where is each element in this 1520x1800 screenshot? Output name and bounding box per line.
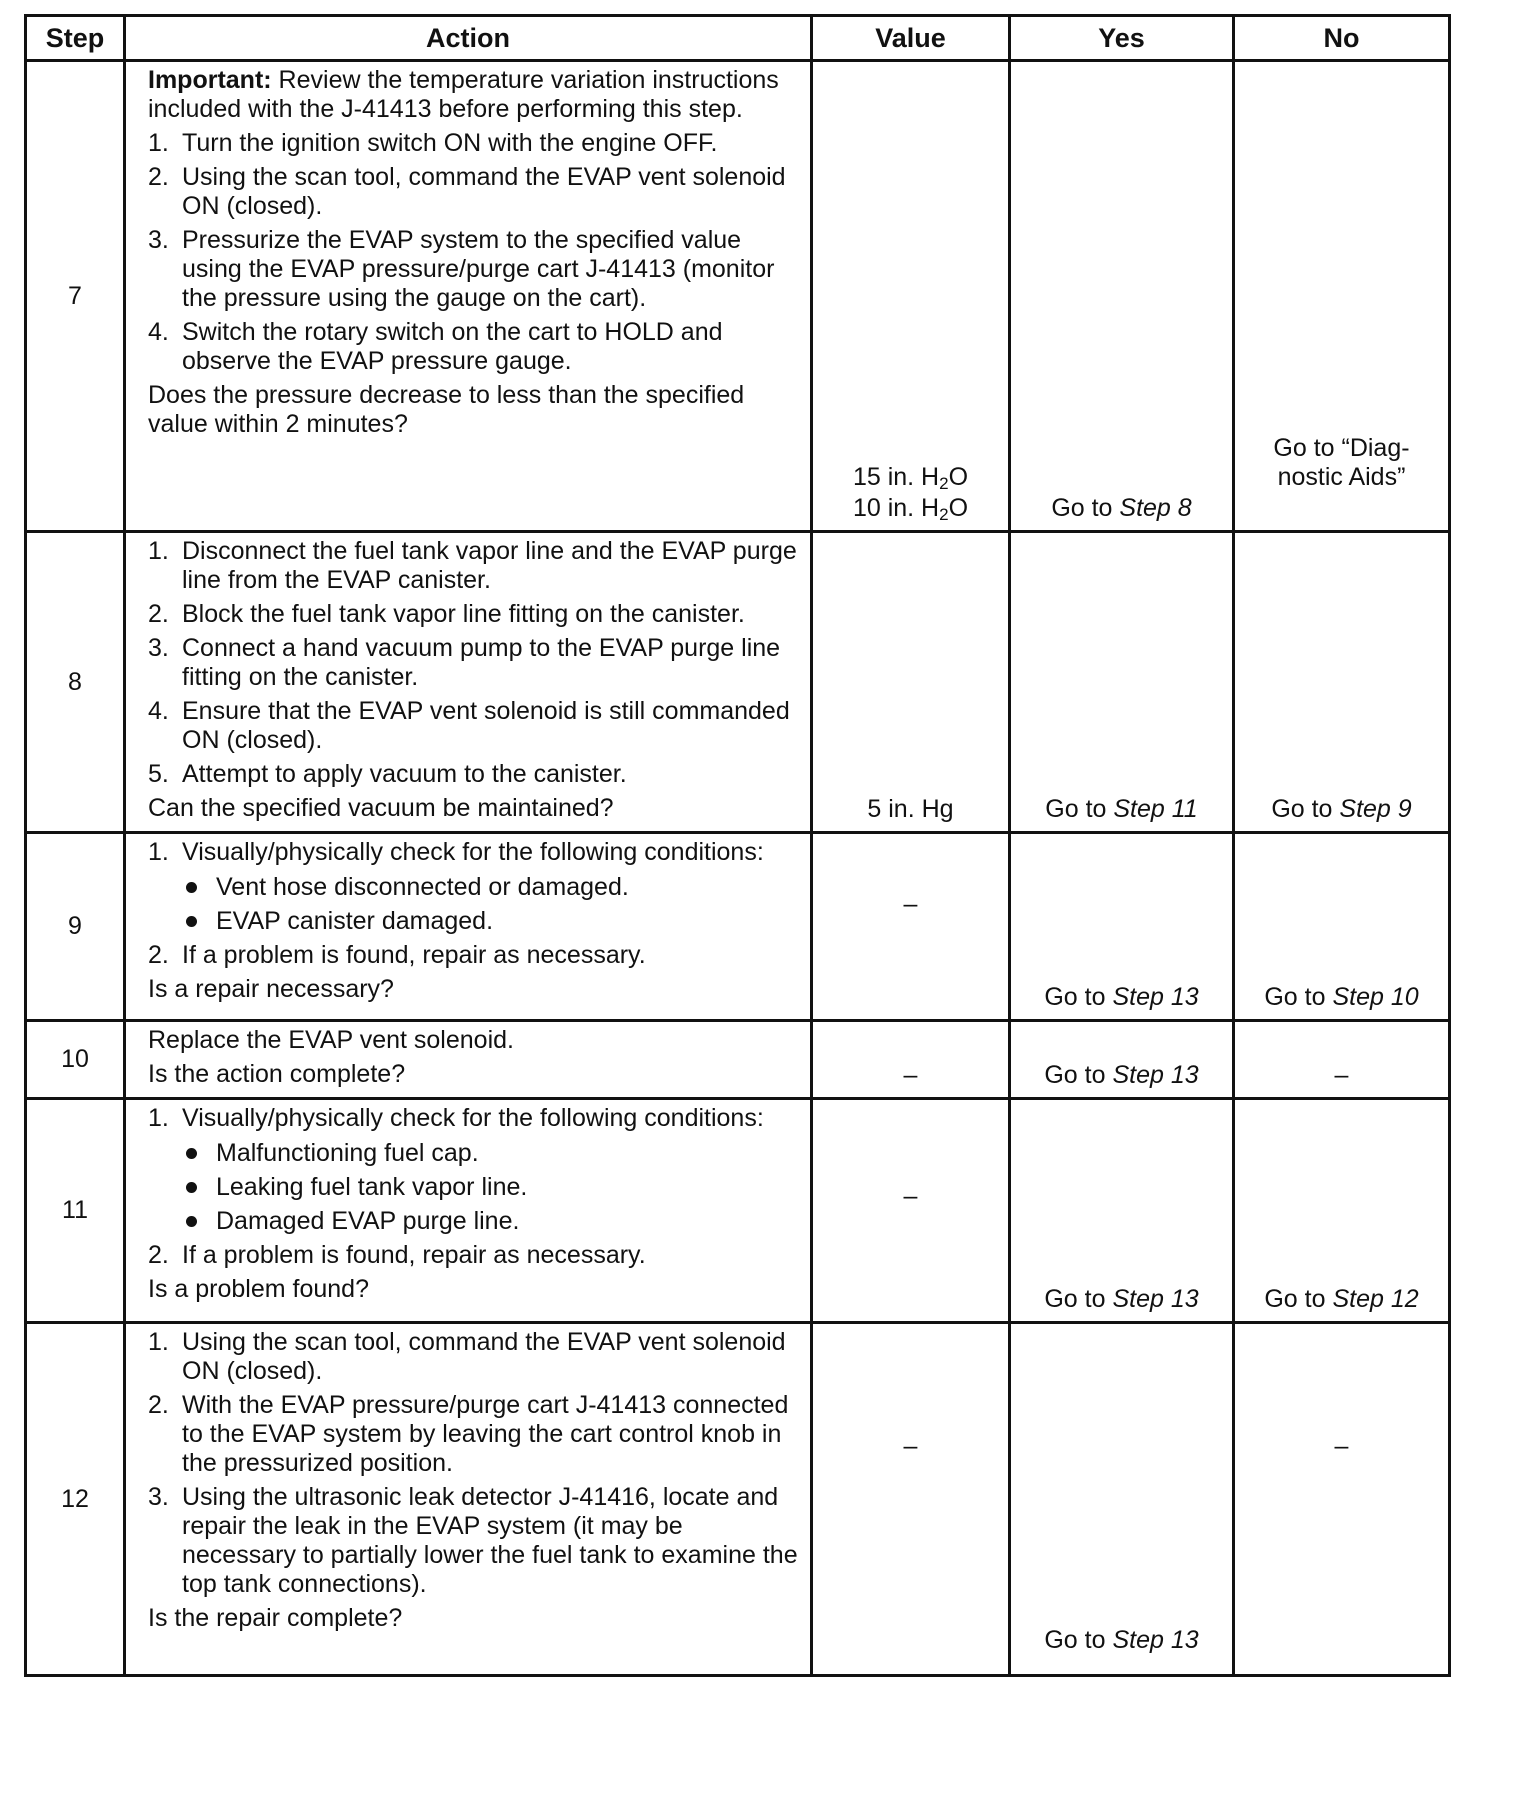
bullet-item: Leaking fuel tank vapor line. <box>182 1173 798 1202</box>
list-item: 2. Block the fuel tank vapor line fitting on the canister. <box>148 600 745 628</box>
action-text: Replace the EVAP vent solenoid. <box>148 1026 514 1054</box>
important-note <box>148 66 798 124</box>
no-text: Go to “Diag- nostic Aids” <box>1273 434 1410 491</box>
no-cell <box>1234 1021 1450 1099</box>
action-steps <box>148 1328 798 1599</box>
action-steps <box>148 537 798 789</box>
bullet-item: EVAP canister damaged. <box>182 907 798 936</box>
important-text: Review the temperature variation instructions included with the J-41413 before performing this step. <box>148 66 779 123</box>
action-cell <box>125 1323 812 1676</box>
yes-cell <box>1010 1021 1234 1099</box>
no-text: Go to Step 12 <box>1264 1285 1419 1313</box>
yes-cell <box>1010 532 1234 833</box>
important-label: Important: <box>148 66 272 94</box>
no-cell <box>1234 1323 1450 1676</box>
step-number: 8 <box>26 532 125 833</box>
value-text: – <box>903 890 918 918</box>
no-text: – <box>1334 1432 1349 1460</box>
value-text: – <box>903 1061 918 1089</box>
action-question: Can the specified vacuum be maintained? <box>148 794 614 822</box>
yes-text: Go to Step 11 <box>1045 795 1198 823</box>
value-cell <box>812 61 1010 532</box>
list-item: 3. Connect a hand vacuum pump to the EVAP purge line fitting on the canister. <box>148 634 781 691</box>
list-item: 1. Visually/physically check for the following conditions: Malfunctioning fuel cap. Leaking fuel tank vapor line. Damaged EVAP purge line. <box>148 1104 798 1236</box>
header-value: Value <box>812 16 1010 61</box>
action-question: Is a problem found? <box>148 1275 369 1303</box>
yes-cell <box>1010 1099 1234 1323</box>
step-number: 12 <box>26 1323 125 1676</box>
list-item: 2. Using the scan tool, command the EVAP vent solenoid ON (closed). <box>148 163 786 220</box>
yes-cell <box>1010 833 1234 1021</box>
yes-cell <box>1010 1323 1234 1676</box>
list-item: 2. If a problem is found, repair as necessary. <box>148 1241 646 1269</box>
condition-bullets <box>182 873 798 936</box>
yes-text: Go to Step 13 <box>1044 983 1199 1011</box>
action-question: Is the action complete? <box>148 1060 406 1088</box>
value-text: – <box>903 1182 918 1210</box>
yes-text: Go to Step 13 <box>1044 1061 1199 1089</box>
no-text: – <box>1334 1061 1349 1089</box>
list-item: 1. Disconnect the fuel tank vapor line and the EVAP purge line from the EVAP canister. <box>148 537 797 594</box>
value-cell <box>812 1099 1010 1323</box>
list-item: 3. Using the ultrasonic leak detector J-41416, locate and repair the leak in the EVAP system (it may be necessary to partially lower the fuel tank to examine the top tank connections). <box>148 1483 798 1598</box>
value-text <box>813 462 1008 524</box>
step-number: 11 <box>26 1099 125 1323</box>
action-question: Is a repair necessary? <box>148 975 394 1003</box>
no-cell <box>1234 1099 1450 1323</box>
no-text: Go to Step 9 <box>1271 795 1412 823</box>
no-cell <box>1234 833 1450 1021</box>
step-number: 7 <box>26 61 125 532</box>
list-item: 4. Ensure that the EVAP vent solenoid is still commanded ON (closed). <box>148 697 790 754</box>
step-number: 10 <box>26 1021 125 1099</box>
header-step: Step <box>26 16 125 61</box>
bullet-item: Damaged EVAP purge line. <box>182 1207 798 1236</box>
table-row-step-7 <box>26 61 1450 532</box>
value-line-2: 10 in. $H_2O$ <box>852 494 969 524</box>
diagnostic-table-page <box>24 14 1448 1677</box>
header-action: Action <box>125 16 812 61</box>
bullet-item: Malfunctioning fuel cap. <box>182 1139 798 1168</box>
value-text: 5 in. Hg <box>867 795 954 823</box>
action-question: Is the repair complete? <box>148 1604 403 1632</box>
action-cell <box>125 1099 812 1323</box>
list-item: 2. With the EVAP pressure/purge cart J-41413 connected to the EVAP system by leaving the cart control knob in the pressurized position. <box>148 1391 789 1477</box>
action-steps <box>148 838 798 970</box>
action-cell <box>125 532 812 833</box>
table-row-step-8 <box>26 532 1450 833</box>
list-item: 1. Using the scan tool, command the EVAP vent solenoid ON (closed). <box>148 1328 786 1385</box>
no-cell <box>1234 532 1450 833</box>
list-item: 4. Switch the rotary switch on the cart to HOLD and observe the EVAP pressure gauge. <box>148 318 723 375</box>
action-steps <box>148 129 798 376</box>
action-cell <box>125 833 812 1021</box>
yes-text: Go to Step 13 <box>1044 1285 1199 1313</box>
table-row-step-11 <box>26 1099 1450 1323</box>
header-no: No <box>1234 16 1450 61</box>
value-cell <box>812 833 1010 1021</box>
list-item: 5. Attempt to apply vacuum to the canister. <box>148 760 627 788</box>
yes-cell <box>1010 61 1234 532</box>
table-row-step-9 <box>26 833 1450 1021</box>
bullet-item: Vent hose disconnected or damaged. <box>182 873 798 902</box>
value-cell <box>812 1323 1010 1676</box>
header-yes: Yes <box>1010 16 1234 61</box>
step-number: 9 <box>26 833 125 1021</box>
value-cell <box>812 532 1010 833</box>
action-steps <box>148 1104 798 1270</box>
action-question: Does the pressure decrease to less than the specified value within 2 minutes? <box>148 381 745 438</box>
action-cell <box>125 1021 812 1099</box>
list-item: 3. Pressurize the EVAP system to the specified value using the EVAP pressure/purge cart J-41413 (monitor the pressure using the gauge on the cart). <box>148 226 775 312</box>
no-text: Go to Step 10 <box>1264 983 1419 1011</box>
list-item: 1. Turn the ignition switch ON with the engine OFF. <box>148 129 718 157</box>
table-row-step-10 <box>26 1021 1450 1099</box>
yes-text: Go to Step 8 <box>1051 494 1192 522</box>
list-item: 2. If a problem is found, repair as necessary. <box>148 941 646 969</box>
list-item: 1. Visually/physically check for the following conditions: Vent hose disconnected or damaged. EVAP canister damaged. <box>148 838 798 936</box>
table-header-row <box>26 16 1450 61</box>
value-line-1: 15 in. $H_2O$ <box>852 463 969 493</box>
yes-text: Go to Step 13 <box>1044 1626 1199 1654</box>
value-cell <box>812 1021 1010 1099</box>
action-cell <box>125 61 812 532</box>
condition-bullets <box>182 1139 798 1236</box>
value-text: – <box>903 1432 918 1460</box>
diagnostic-table <box>24 14 1451 1677</box>
table-row-step-12 <box>26 1323 1450 1676</box>
no-cell <box>1234 61 1450 532</box>
